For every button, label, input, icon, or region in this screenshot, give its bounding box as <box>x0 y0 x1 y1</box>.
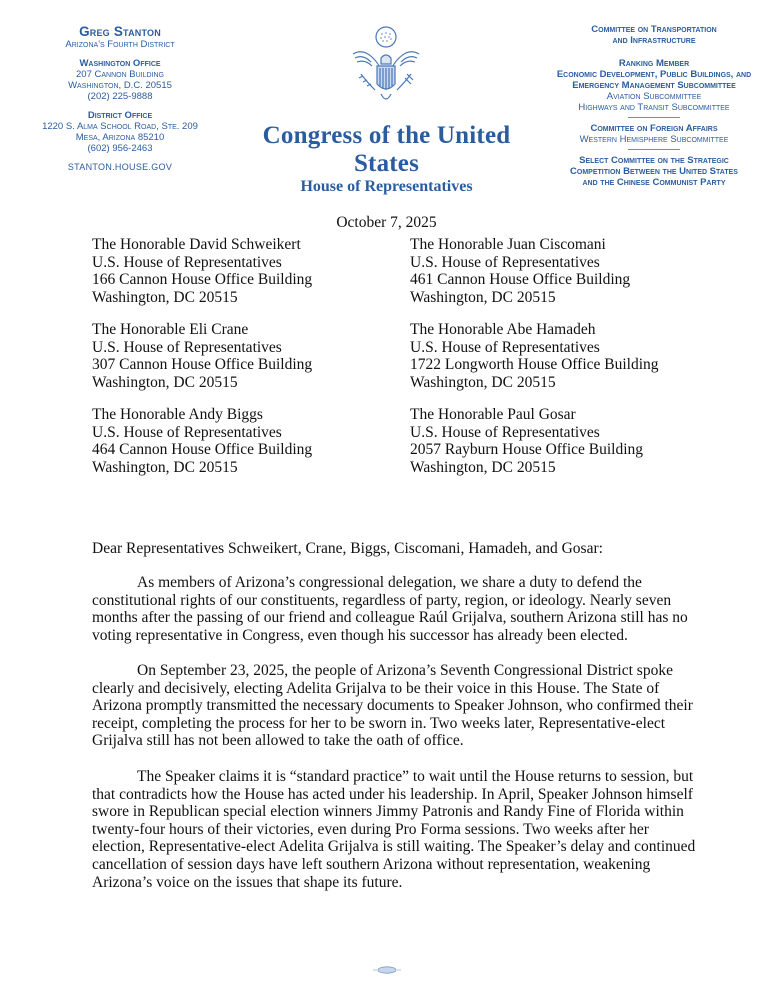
addressee-name: The Honorable Paul Gosar <box>410 406 576 423</box>
addressee-line: U.S. House of Representatives <box>92 253 282 271</box>
paragraph-line: months after the passing of our friend and colleague Raúl Grijalva, southern Arizona still has no <box>92 609 688 627</box>
paragraph-line: that contradicts how the House has acted under his leadership. In April, Speaker Johnson himself <box>92 785 693 803</box>
member-name: Greg Stanton <box>79 24 161 39</box>
addressee-block <box>410 321 659 391</box>
paragraph-line: As members of Arizona’s congressional delegation, we share a duty to defend the <box>137 574 642 591</box>
addressee-block <box>410 406 643 476</box>
addressee-name: The Honorable Juan Ciscomani <box>410 236 606 253</box>
paragraph-line: The Speaker claims it is “standard practice” to wait until the House returns to session, but <box>137 768 694 785</box>
ranking-member-heading: Ranking Member <box>618 58 690 69</box>
paragraph-line: swore in Republican special election winners Jimmy Patronis and Randy Fine of Florida within <box>92 803 684 821</box>
member-district: Arizona's Fourth District <box>65 39 175 50</box>
addressee-block <box>410 236 630 306</box>
letterhead-left <box>20 24 220 173</box>
congress-title: Congress of the United States <box>262 122 511 177</box>
select-committee: Select Committee on the Strategic <box>579 155 729 166</box>
body-paragraph <box>92 768 696 891</box>
addressee-line: 166 Cannon House Office Building <box>92 271 313 288</box>
paragraph-line: Arizona promptly transmitted the necessary documents to Speaker Johnson, who confirmed their <box>92 697 693 715</box>
paragraph-line: election, Representative-elect Adelita Grijalva is still waiting. The Speaker’s delay and continued <box>92 838 696 856</box>
addressee-name: The Honorable Abe Hamadeh <box>410 321 596 338</box>
addressee-name: The Honorable Andy Biggs <box>92 406 263 423</box>
district-office-heading: District Office <box>87 110 153 121</box>
addressee-line: Washington, DC 20515 <box>92 373 238 391</box>
addressee-line: U.S. House of Representatives <box>410 253 600 271</box>
washington-office-phone: (202) 225-9888 <box>87 91 153 102</box>
addressee-line: 307 Cannon House Office Building <box>92 356 313 373</box>
paragraph-line: clearly and decisively, electing Adelita Grijalva to be their voice in this House. The State of <box>92 679 660 697</box>
paragraph-line: On September 23, 2025, the people of Arizona’s Seventh Congressional District spoke <box>137 662 673 679</box>
letter-date: October 7, 2025 <box>336 214 437 231</box>
district-office-line: Mesa, Arizona 85210 <box>75 132 165 143</box>
addressee-line: Washington, DC 20515 <box>410 288 556 306</box>
subcommittee-aviation: Aviation Subcommittee <box>606 91 702 102</box>
select-committee-line2: Competition Between the United States <box>570 166 738 177</box>
district-office-phone: (602) 956-2463 <box>87 143 153 154</box>
salutation: Dear Representatives Schweikert, Crane, Biggs, Ciscomani, Hamadeh, and Gosar: <box>92 540 603 557</box>
addressee-line: 1722 Longworth House Office Building <box>410 356 659 373</box>
paragraph-line: cancellation of session days have left southern Arizona without representation, weakening <box>92 855 651 873</box>
divider <box>628 149 680 150</box>
washington-office-line: Washington, D.C. 20515 <box>68 80 172 91</box>
washington-office-line: 207 Cannon Building <box>76 69 164 80</box>
ranking-subcommittee-line2: Emergency Management Subcommittee <box>572 80 736 91</box>
paragraph-line: voting representative in Congress, even though his successor has already been elected. <box>92 626 628 644</box>
addressee-line: U.S. House of Representatives <box>92 423 282 441</box>
committee-transportation-line2: and Infrastructure <box>612 35 696 46</box>
select-committee-line3: and the Chinese Communist Party <box>582 177 726 188</box>
addressee-line: U.S. House of Representatives <box>92 338 282 356</box>
paragraph-line: Arizona’s voice on the issues that shape its future. <box>92 873 403 891</box>
addressee-block <box>92 406 312 476</box>
washington-office-heading: Washington Office <box>79 58 161 69</box>
letterhead-title <box>230 122 543 196</box>
website-link[interactable]: STANTON.HOUSE.GOV <box>67 162 173 172</box>
paragraph-line: receipt, completing the process for her to be sworn in. Two weeks later, Representative-elect <box>92 714 666 732</box>
body-paragraph <box>92 662 692 750</box>
paragraph-line: constitutional rights of our constituents, regardless of party, region, or ideology. Nearly seven <box>92 591 672 609</box>
addressee-line: U.S. House of Representatives <box>410 338 600 356</box>
paragraph-line: Grijalva still has not been allowed to take the oath of office. <box>92 732 464 750</box>
addressee-line: Washington, DC 20515 <box>92 288 238 306</box>
subcommittee-western-hemisphere: Western Hemisphere Subcommittee <box>579 134 729 145</box>
addressee-name: The Honorable Eli Crane <box>92 321 249 338</box>
divider <box>628 117 680 118</box>
committee-foreign-affairs: Committee on Foreign Affairs <box>590 123 718 134</box>
district-office-line: 1220 S. Alma School Road, Ste. 209 <box>42 121 198 132</box>
addressee-line: U.S. House of Representatives <box>410 423 600 441</box>
subcommittee-highways: Highways and Transit Subcommittee <box>578 102 730 113</box>
addressee-line: Washington, DC 20515 <box>410 373 556 391</box>
addressee-name: The Honorable David Schweikert <box>92 236 301 253</box>
addressee-block <box>92 321 312 391</box>
committee-transportation: Committee on Transportation <box>591 24 717 35</box>
addressee-line: Washington, DC 20515 <box>92 458 238 476</box>
great-seal-icon <box>345 24 427 110</box>
addressee-line: 2057 Rayburn House Office Building <box>410 441 644 458</box>
body-paragraph <box>92 574 692 644</box>
house-subtitle: House of Representatives <box>300 178 473 195</box>
letterhead-right <box>548 24 760 188</box>
addressee-line: 461 Cannon House Office Building <box>410 271 631 288</box>
printer-union-bug-icon <box>372 966 402 974</box>
addressee-line: 464 Cannon House Office Building <box>92 441 313 458</box>
addressee-line: Washington, DC 20515 <box>410 458 556 476</box>
addressee-block <box>92 236 312 306</box>
ranking-subcommittee: Economic Development, Public Buildings, and <box>556 69 752 80</box>
paragraph-line: twenty-four hours of their victories, even during Pro Forma sessions. Two weeks after her <box>92 820 649 838</box>
